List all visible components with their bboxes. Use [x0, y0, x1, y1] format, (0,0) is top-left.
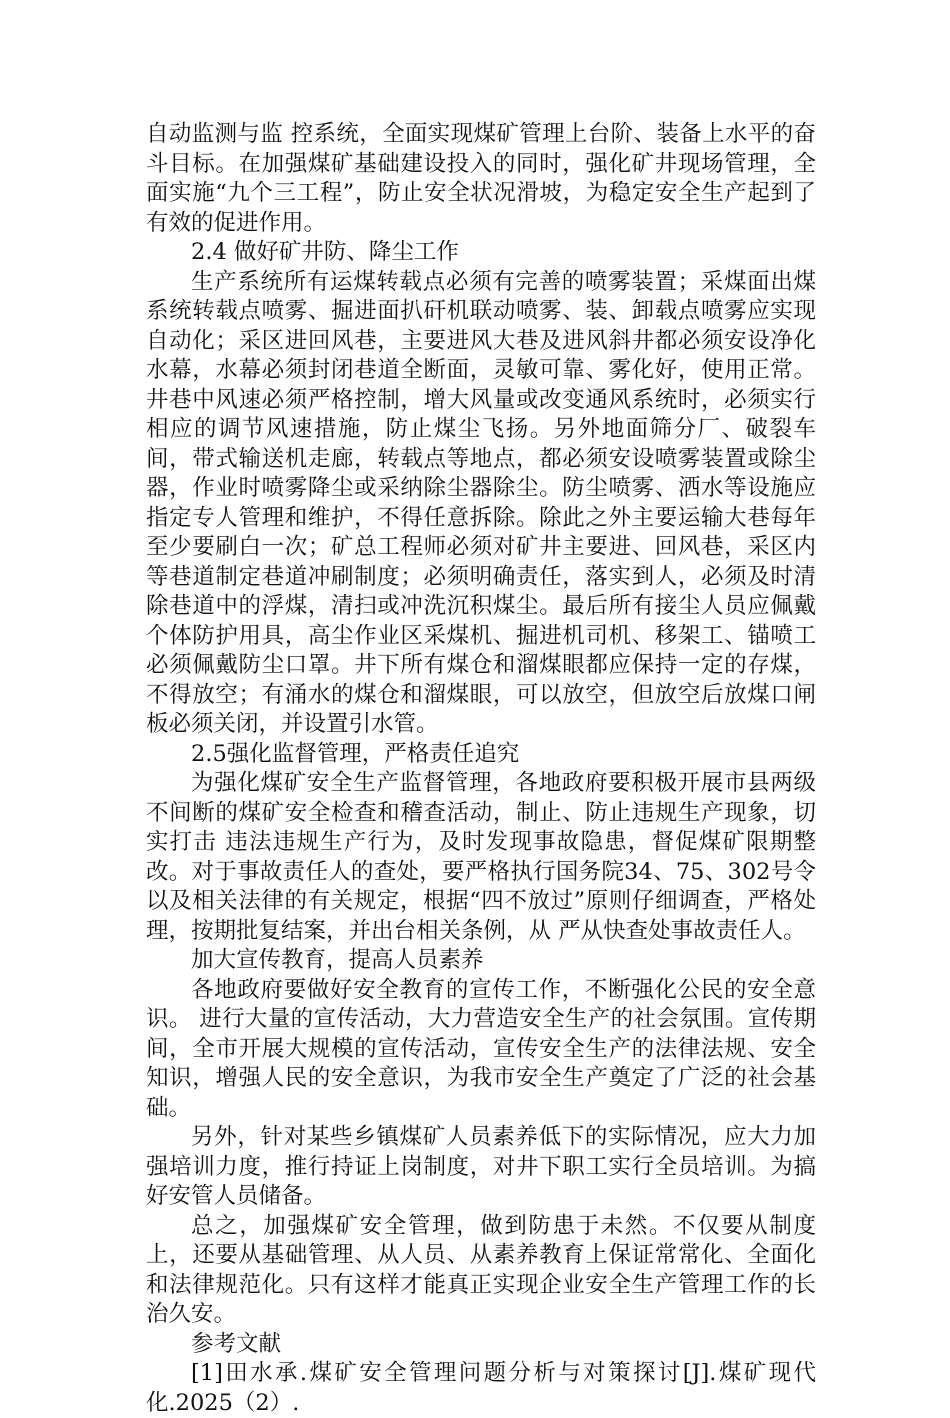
section-heading: 2.5强化监督管理，严格责任追究 — [191, 740, 520, 767]
section-heading: 参考文献 — [191, 1330, 282, 1357]
body-paragraph: 各地政府要做好安全教育的宣传工作，不断强化公民的安全意识。 进行大量的宣传活动，大力营造安全生产的社会氛围。宣传期间，全市开展大规模的宣传活动，宣传安全生产的法律法规、安全知识，增强人民的安全意识，为我市安全生产奠定了广泛的社会基础。 — [146, 976, 816, 1121]
body-paragraph: 为强化煤矿安全生产监督管理，各地政府要积极开展市县两级不间断的煤矿安全检查和稽查活动，制止、防止违规生产现象，切实打击 违法违规生产行为，及时发现事故隐患，督促煤矿限期整改。对于事故责任人的查处，要严格执行国务院34、75、302号令以及相关法律的有关规定，根据“四不放过”原则仔细调查，严格处理，按期批复结案，并出台相关条例，从 严从快查处事故责任人。 — [146, 770, 816, 944]
section-heading: 加大宣传教育，提高人员素养 — [191, 947, 484, 973]
document-body — [146, 120, 816, 1418]
section-heading: 2.4 做好矿井防、降尘工作 — [191, 239, 459, 265]
body-paragraph: 自动监测与监 控系统，全面实现煤矿管理上台阶、装备上水平的奋斗目标。在加强煤矿基础建设投入的同时，强化矿井现场管理，全面实施“九个三工程”，防止安全状况滑坡，为稳定安全生产起到了有效的促进作用。 — [146, 121, 816, 236]
reference-item: [1]田水承.煤矿安全管理问题分析与对策探讨[J].煤矿现代化.2025（2）. — [146, 1360, 816, 1416]
body-paragraph: 总之，加强煤矿安全管理，做到防患于未然。不仅要从制度上，还要从基础管理、从人员、从素养教育上保证常常化、全面化和法律规范化。只有这样才能真正实现企业安全生产管理工作的长治久安。 — [146, 1212, 816, 1327]
body-paragraph: 另外，针对某些乡镇煤矿人员素养低下的实际情况，应大力加强培训力度，推行持证上岗制度，对井下职工实行全员培训。为搞好安管人员储备。 — [146, 1124, 816, 1209]
body-paragraph: 生产系统所有运煤转载点必须有完善的喷雾装置；采煤面出煤系统转载点喷雾、掘进面扒矸机联动喷雾、装、卸载点喷雾应实现自动化；采区进回风巷，主要进风大巷及进风斜井都必须安设净化水幕，水幕必须封闭巷道全断面，灵敏可靠、雾化好，使用正常。井巷中风速必须严格控制，增大风量或改变通风系统时，必须实行相应的调节风速措施，防止煤尘飞扬。另外地面筛分厂、破裂车间，带式输送机走廊，转载点等地点，都必须安设喷雾装置或除尘器，作业时喷雾降尘或采纳除尘器除尘。防尘喷雾、洒水等设施应指定专人管理和维护，不得任意拆除。除此之外主要运输大巷每年至少要刷白一次；矿总工程师必须对矿井主要进、回风巷，采区内等巷道制定巷道冲刷制度；必须明确责任，落实到人，必须及时清除巷道中的浮煤，清扫或冲洗沉积煤尘。最后所有接尘人员应佩戴个体防护用具，高尘作业区采煤机、掘进机司机、移架工、锚喷工必须佩戴防尘口罩。井下所有煤仓和溜煤眼都应保持一定的存煤，不得放空；有涌水的煤仓和溜煤眼，可以放空，但放空后放煤口闸板必须关闭，并设置引水管。 — [146, 268, 816, 737]
